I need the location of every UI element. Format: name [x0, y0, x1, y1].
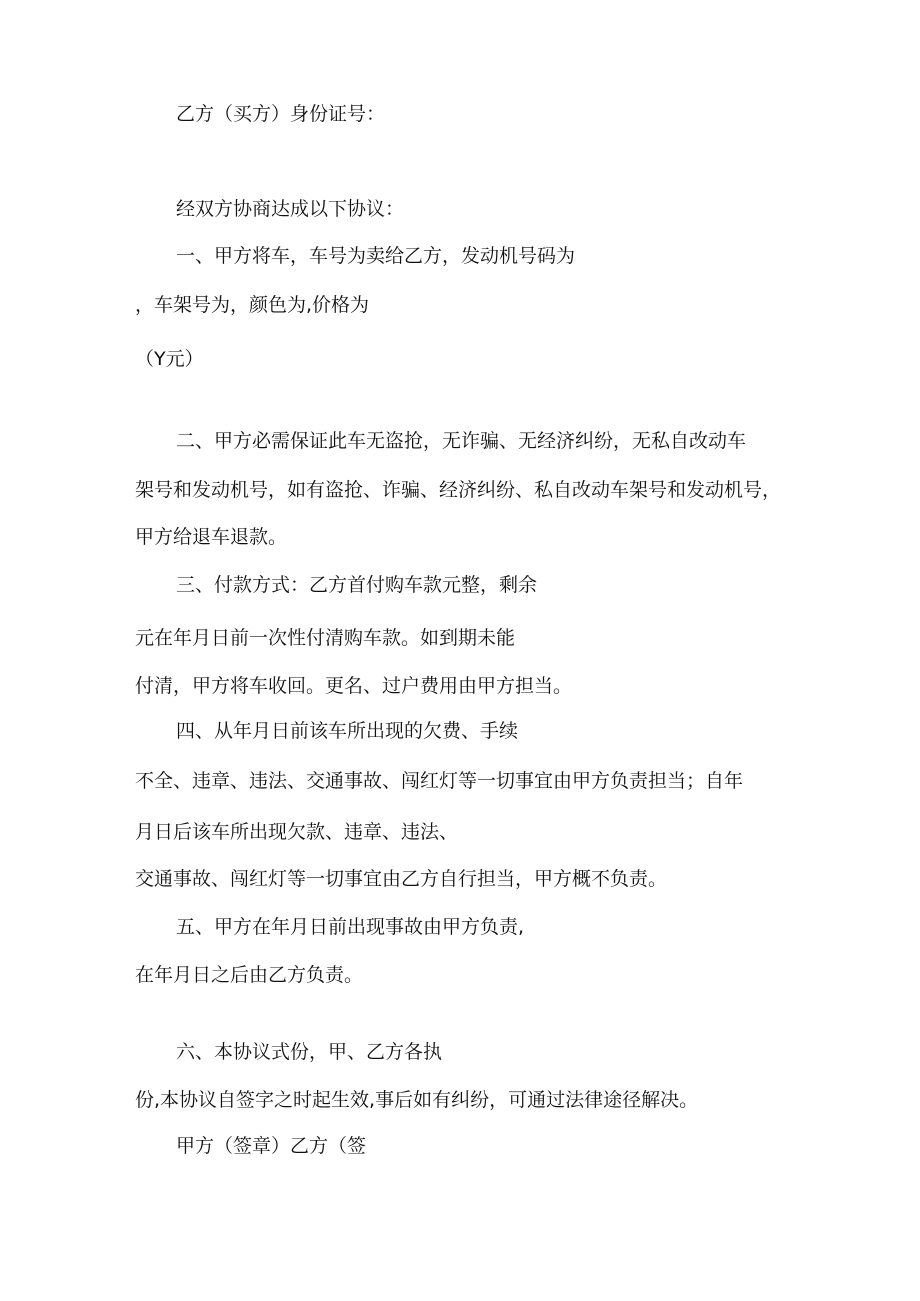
clause-2-line-3: 甲方给退车退款。: [135, 526, 288, 548]
clause-1-line-2: ，车架号为，颜色为,价格为: [135, 294, 370, 316]
clause-3-line-2: 元在年月日前一次性付清购车款。如到期未能: [135, 627, 516, 649]
clause-5-line-2: 在年月日之后由乙方负责。: [135, 964, 364, 986]
clause-2-line-1: 二、甲方必需保证此车无盗抢，无诈骗、无经济纠纷，无私自改动车: [176, 430, 747, 452]
clause-6-line-2: 份,本协议自签字之时起生效,事后如有纠纷，可通过法律途径解决。: [135, 1089, 699, 1111]
clause-1-line-3: （Y元）: [135, 348, 204, 370]
clause-3-line-3: 付清，甲方将车收回。更名、过户费用由甲方担当。: [135, 675, 573, 697]
signature-line: 甲方（签章）乙方（签: [176, 1135, 367, 1157]
clause-5-line-1: 五、甲方在年月日前出现事故由甲方负责,: [176, 916, 525, 938]
clause-4-line-1: 四、从年月日前该车所出现的欠费、手续: [176, 720, 519, 742]
clause-6-line-1: 六、本协议式份，甲、乙方各执: [176, 1041, 443, 1063]
clause-4-line-2: 不全、违章、违法、交通事故、闯红灯等一切事宜由甲方负责担当；自年: [135, 770, 744, 792]
clause-4-line-4: 交通事故、闯红灯等一切事宜由乙方自行担当，甲方概不负责。: [135, 868, 668, 890]
agreement-intro: 经双方协商达成以下协议：: [176, 198, 405, 220]
clause-3-line-1: 三、付款方式：乙方首付购车款元整，剩余: [176, 574, 538, 596]
clause-4-line-3: 月日后该车所出现欠款、违章、违法、: [135, 821, 459, 843]
clause-2-line-2: 架号和发动机号，如有盗抢、诈骗、经济纠纷、私自改动车架号和发动机号，: [135, 479, 782, 501]
clause-1-line-1: 一、甲方将车，车号为卖给乙方，发动机号码为: [176, 245, 576, 267]
buyer-id-line: 乙方（买方）身份证号：: [176, 103, 386, 125]
